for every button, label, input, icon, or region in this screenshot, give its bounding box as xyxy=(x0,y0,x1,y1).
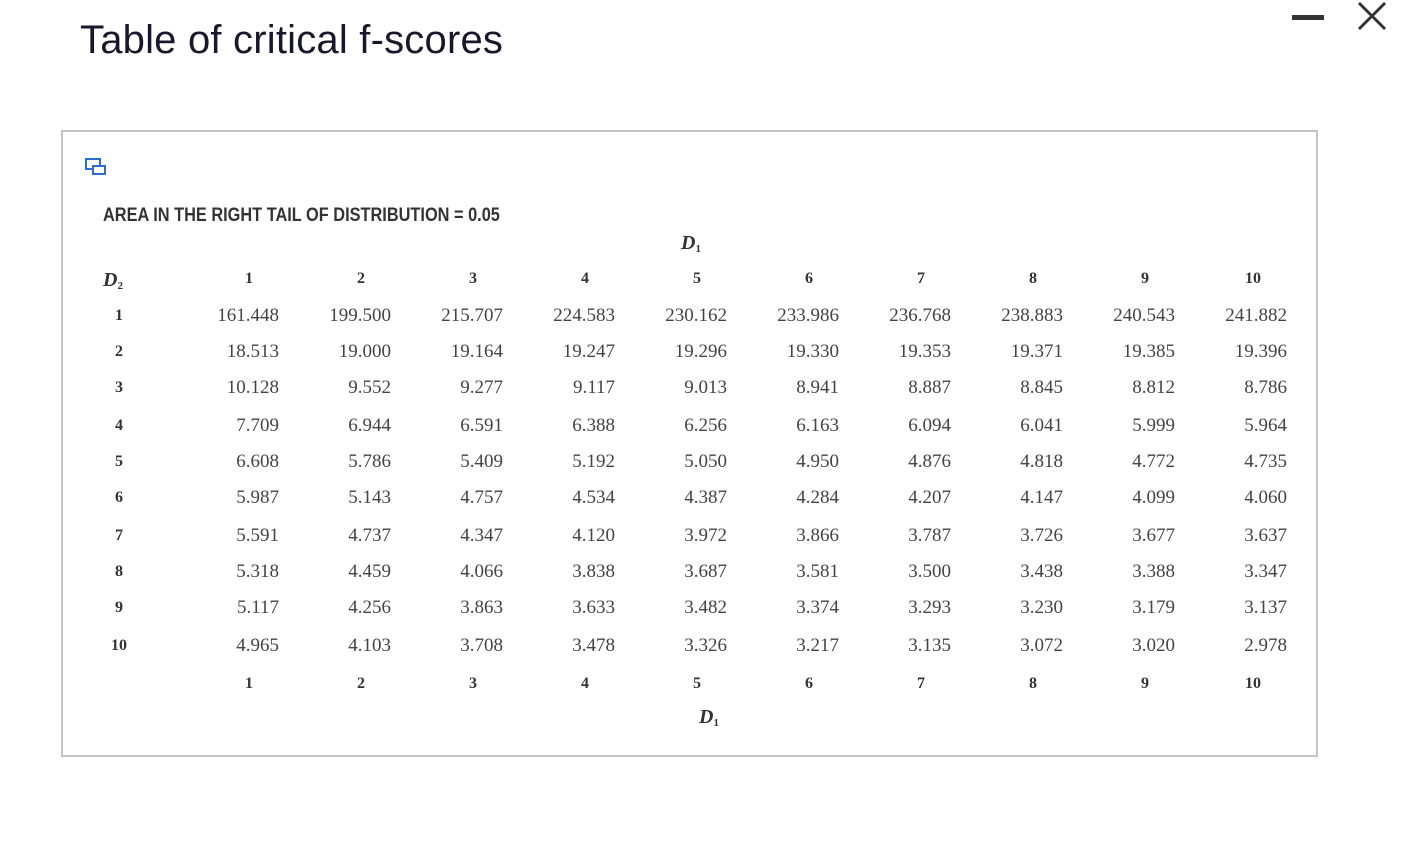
table-cell: 161.448 xyxy=(217,305,279,326)
table-cell: 10.128 xyxy=(226,377,279,398)
table-cell: 3.347 xyxy=(1244,561,1287,582)
table-cell: 8.786 xyxy=(1244,377,1287,398)
table-cell: 6.388 xyxy=(572,415,615,436)
table-cell: 19.385 xyxy=(1122,341,1175,362)
table-cell: 4.147 xyxy=(1020,487,1063,508)
table-cell: 19.164 xyxy=(450,341,503,362)
f-score-table xyxy=(63,132,1316,755)
row-header-d2-6: 6 xyxy=(115,489,123,506)
table-cell: 6.256 xyxy=(684,415,727,436)
table-cell: 3.581 xyxy=(796,561,839,582)
column-footer-d1-2: 2 xyxy=(357,675,365,692)
table-cell: 19.247 xyxy=(562,341,615,362)
table-cell: 3.478 xyxy=(572,635,615,656)
close-icon xyxy=(1357,1,1387,31)
column-header-d1-9: 9 xyxy=(1141,270,1149,287)
table-cell: 4.347 xyxy=(460,525,503,546)
table-cell: 9.117 xyxy=(572,377,615,398)
table-cell: 4.772 xyxy=(1132,451,1175,472)
table-cell: 4.950 xyxy=(796,451,839,472)
table-cell: 5.409 xyxy=(460,451,503,472)
column-footer-d1-4: 4 xyxy=(581,675,589,692)
column-footer-d1-9: 9 xyxy=(1141,675,1149,692)
table-cell: 6.041 xyxy=(1020,415,1063,436)
table-cell: 5.192 xyxy=(572,451,615,472)
column-header-d1-3: 3 xyxy=(469,270,477,287)
table-cell: 230.162 xyxy=(665,305,727,326)
table-cell: 3.388 xyxy=(1132,561,1175,582)
table-cell: 3.217 xyxy=(796,635,839,656)
table-cell: 6.163 xyxy=(796,415,839,436)
table-cell: 3.863 xyxy=(460,597,503,618)
table-cell: 3.137 xyxy=(1244,597,1287,618)
table-cell: 19.000 xyxy=(338,341,391,362)
table-cell: 3.374 xyxy=(796,597,839,618)
table-cell: 3.633 xyxy=(572,597,615,618)
table-cell: 3.687 xyxy=(684,561,727,582)
column-footer-d1-6: 6 xyxy=(805,675,813,692)
row-header-d2-8: 8 xyxy=(115,563,123,580)
table-cell: 6.094 xyxy=(908,415,951,436)
table-cell: 7.709 xyxy=(236,415,279,436)
column-footer-d1-3: 3 xyxy=(469,675,477,692)
table-cell: 3.726 xyxy=(1020,525,1063,546)
column-footer-d1-5: 5 xyxy=(693,675,701,692)
table-cell: 3.708 xyxy=(460,635,503,656)
table-cell: 4.818 xyxy=(1020,451,1063,472)
table-cell: 5.786 xyxy=(348,451,391,472)
table-cell: 5.318 xyxy=(236,561,279,582)
table-cell: 4.737 xyxy=(348,525,391,546)
table-image-panel xyxy=(61,130,1318,757)
table-heading: AREA IN THE RIGHT TAIL OF DISTRIBUTION = 0.05 xyxy=(103,205,500,226)
table-cell: 4.534 xyxy=(572,487,615,508)
table-cell: 224.583 xyxy=(553,305,615,326)
table-cell: 8.887 xyxy=(908,377,951,398)
row-header-d2-10: 10 xyxy=(111,637,127,654)
table-cell: 19.296 xyxy=(674,341,727,362)
table-cell: 4.099 xyxy=(1132,487,1175,508)
table-cell: 3.072 xyxy=(1020,635,1063,656)
table-cell: 4.284 xyxy=(796,487,839,508)
table-cell: 199.500 xyxy=(329,305,391,326)
row-header-d2-1: 1 xyxy=(115,307,123,324)
table-cell: 4.060 xyxy=(1244,487,1287,508)
table-cell: 238.883 xyxy=(1001,305,1063,326)
d1-bottom-label: $D_1$ xyxy=(699,706,719,729)
table-cell: 3.482 xyxy=(684,597,727,618)
table-cell: 5.591 xyxy=(236,525,279,546)
column-footer-d1-10: 10 xyxy=(1245,675,1261,692)
d2-label: $D_2$ xyxy=(103,269,123,292)
minimize-icon xyxy=(1292,15,1324,20)
table-cell: 19.371 xyxy=(1010,341,1063,362)
column-footer-d1-8: 8 xyxy=(1029,675,1037,692)
table-cell: 18.513 xyxy=(226,341,279,362)
column-header-d1-4: 4 xyxy=(581,270,589,287)
table-cell: 3.230 xyxy=(1020,597,1063,618)
table-cell: 3.972 xyxy=(684,525,727,546)
row-header-d2-2: 2 xyxy=(115,343,123,360)
column-header-d1-5: 5 xyxy=(693,270,701,287)
table-cell: 5.143 xyxy=(348,487,391,508)
table-cell: 19.353 xyxy=(898,341,951,362)
table-cell: 3.838 xyxy=(572,561,615,582)
table-cell: 215.707 xyxy=(441,305,503,326)
table-cell: 4.387 xyxy=(684,487,727,508)
table-cell: 8.812 xyxy=(1132,377,1175,398)
minimize-button[interactable] xyxy=(1290,0,1326,32)
row-header-d2-5: 5 xyxy=(115,453,123,470)
column-header-d1-6: 6 xyxy=(805,270,813,287)
table-cell: 3.637 xyxy=(1244,525,1287,546)
table-cell: 4.103 xyxy=(348,635,391,656)
table-cell: 3.787 xyxy=(908,525,951,546)
table-cell: 4.459 xyxy=(348,561,391,582)
row-header-d2-9: 9 xyxy=(115,599,123,616)
row-header-d2-4: 4 xyxy=(115,417,123,434)
column-header-d1-10: 10 xyxy=(1245,270,1261,287)
column-footer-d1-7: 7 xyxy=(917,675,925,692)
table-cell: 6.608 xyxy=(236,451,279,472)
column-header-d1-2: 2 xyxy=(357,270,365,287)
table-cell: 4.757 xyxy=(460,487,503,508)
table-cell: 6.944 xyxy=(348,415,391,436)
table-cell: 5.987 xyxy=(236,487,279,508)
table-cell: 4.965 xyxy=(236,635,279,656)
table-cell: 233.986 xyxy=(777,305,839,326)
column-header-d1-7: 7 xyxy=(917,270,925,287)
table-cell: 4.207 xyxy=(908,487,951,508)
table-cell: 2.978 xyxy=(1244,635,1287,656)
table-cell: 4.120 xyxy=(572,525,615,546)
table-cell: 4.876 xyxy=(908,451,951,472)
column-footer-d1-1: 1 xyxy=(245,675,253,692)
table-cell: 6.591 xyxy=(460,415,503,436)
table-cell: 3.438 xyxy=(1020,561,1063,582)
table-cell: 241.882 xyxy=(1225,305,1287,326)
table-cell: 9.552 xyxy=(348,377,391,398)
table-cell: 3.293 xyxy=(908,597,951,618)
table-cell: 3.020 xyxy=(1132,635,1175,656)
column-header-d1-8: 8 xyxy=(1029,270,1037,287)
table-cell: 5.117 xyxy=(236,597,279,618)
table-cell: 19.330 xyxy=(786,341,839,362)
table-cell: 4.735 xyxy=(1244,451,1287,472)
column-header-d1-1: 1 xyxy=(245,270,253,287)
table-cell: 3.179 xyxy=(1132,597,1175,618)
table-cell: 8.845 xyxy=(1020,377,1063,398)
table-cell: 3.326 xyxy=(684,635,727,656)
row-header-d2-7: 7 xyxy=(115,527,123,544)
table-cell: 8.941 xyxy=(796,377,839,398)
table-cell: 5.050 xyxy=(684,451,727,472)
row-header-d2-3: 3 xyxy=(115,379,123,396)
table-cell: 3.135 xyxy=(908,635,951,656)
table-cell: 9.013 xyxy=(684,377,727,398)
table-cell: 9.277 xyxy=(460,377,503,398)
close-button[interactable] xyxy=(1352,0,1392,32)
table-cell: 19.396 xyxy=(1234,341,1287,362)
table-cell: 4.256 xyxy=(348,597,391,618)
table-cell: 3.677 xyxy=(1132,525,1175,546)
table-cell: 4.066 xyxy=(460,561,503,582)
table-cell: 3.866 xyxy=(796,525,839,546)
table-cell: 5.964 xyxy=(1244,415,1287,436)
table-cell: 236.768 xyxy=(889,305,951,326)
table-cell: 3.500 xyxy=(908,561,951,582)
d1-top-label: $D_1$ xyxy=(681,232,701,255)
table-cell: 5.999 xyxy=(1132,415,1175,436)
dialog-title: Table of critical f-scores xyxy=(80,18,504,62)
table-cell: 240.543 xyxy=(1113,305,1175,326)
